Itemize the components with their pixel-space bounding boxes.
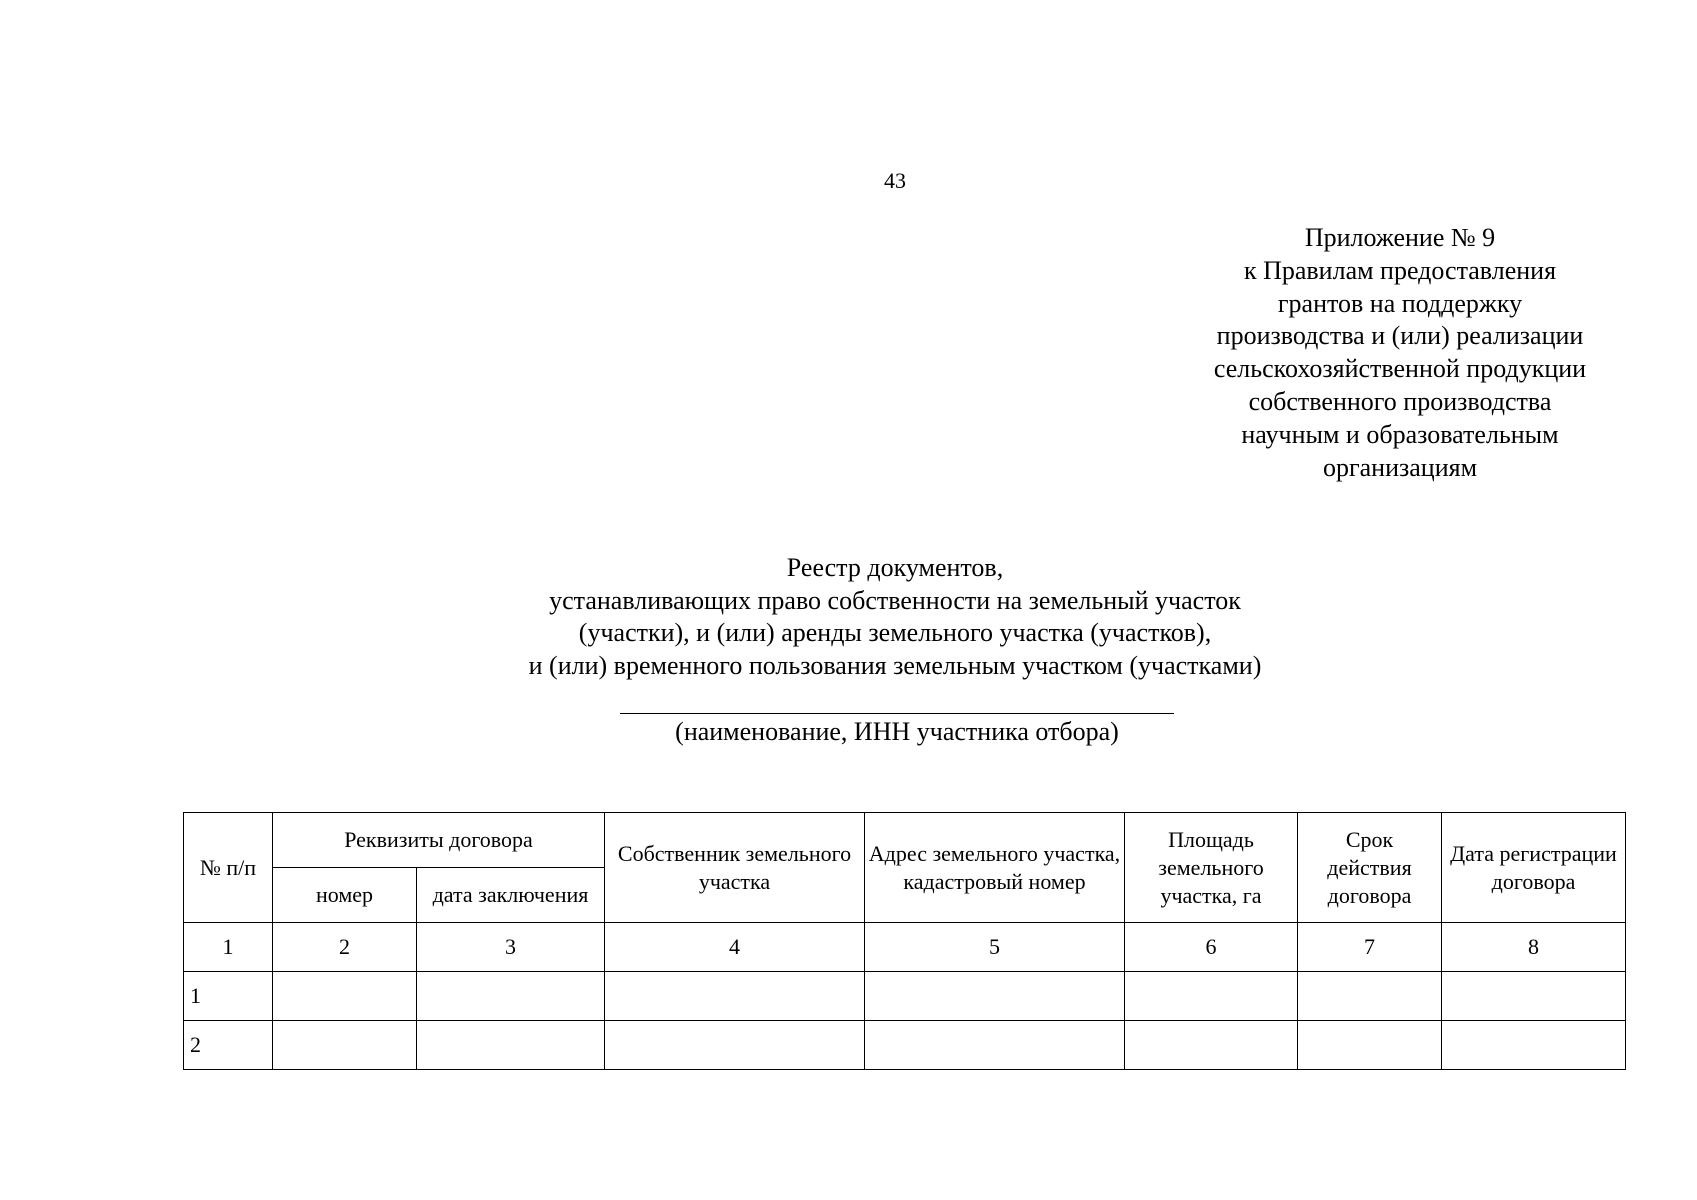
header-contract-date: дата заключения (417, 868, 605, 923)
address-cell (865, 972, 1125, 1021)
column-number: 5 (865, 923, 1125, 972)
page-number: 43 (884, 168, 906, 193)
contract-number-cell (273, 972, 417, 1021)
appendix-line: к Правилам предоставления (1243, 255, 1557, 285)
title-line: Реестр документов, (786, 553, 1004, 582)
header-contract-details: Реквизиты договора (273, 813, 605, 868)
column-number: 7 (1298, 923, 1442, 972)
document-title (400, 552, 1390, 682)
address-cell (865, 1021, 1125, 1070)
column-number: 8 (1442, 923, 1626, 972)
contract-date-cell (417, 972, 605, 1021)
header-num: № п/п (184, 813, 273, 923)
column-number: 4 (605, 923, 865, 972)
appendix-line: научным и образовательным (1241, 419, 1559, 449)
row-number-cell: 1 (184, 972, 273, 1021)
owner-cell (605, 1021, 865, 1070)
column-number: 6 (1125, 923, 1298, 972)
header-owner: Собственник земельного участка (605, 813, 865, 923)
row-number-cell: 2 (184, 1021, 273, 1070)
header-area: Площадь земельного участка, га (1125, 813, 1298, 923)
table-row (184, 1021, 1626, 1070)
column-number: 1 (184, 923, 273, 972)
area-cell (1125, 972, 1298, 1021)
term-cell (1298, 1021, 1442, 1070)
column-number: 2 (273, 923, 417, 972)
header-contract-number: номер (273, 868, 417, 923)
contract-date-cell (417, 1021, 605, 1070)
title-line: (участки), и (или) аренды земельного участка (участков), (578, 618, 1212, 647)
appendix-line: собственного производства (1248, 386, 1552, 416)
appendix-line: сельскохозяйственной продукции (1213, 354, 1587, 384)
appendix-line: Приложение № 9 (1304, 223, 1496, 252)
contract-number-cell (273, 1021, 417, 1070)
registration-date-cell (1442, 972, 1626, 1021)
participant-name-caption: (наименование, ИНН участника отбора) (675, 717, 1119, 746)
appendix-line: грантов на поддержку (1277, 288, 1523, 318)
appendix-line: организациям (1322, 452, 1478, 482)
column-number: 3 (417, 923, 605, 972)
column-number-row (184, 923, 1626, 972)
registry-table (183, 812, 1626, 1070)
header-registration-date: Дата регистрации договора (1442, 813, 1626, 923)
appendix-note (1155, 222, 1645, 484)
header-term: Срок действия договора (1298, 813, 1442, 923)
table-row (184, 972, 1626, 1021)
header-address: Адрес земельного участка, кадастровый номер (865, 813, 1125, 923)
appendix-line: производства и (или) реализации (1216, 321, 1584, 351)
title-line: устанавливающих право собственности на земельный участок (549, 585, 1241, 615)
owner-cell (605, 972, 865, 1021)
registration-date-cell (1442, 1021, 1626, 1070)
area-cell (1125, 1021, 1298, 1070)
participant-name-blank-line (620, 713, 1174, 714)
term-cell (1298, 972, 1442, 1021)
title-line: и (или) временного пользования земельным участком (участками) (528, 650, 1262, 680)
